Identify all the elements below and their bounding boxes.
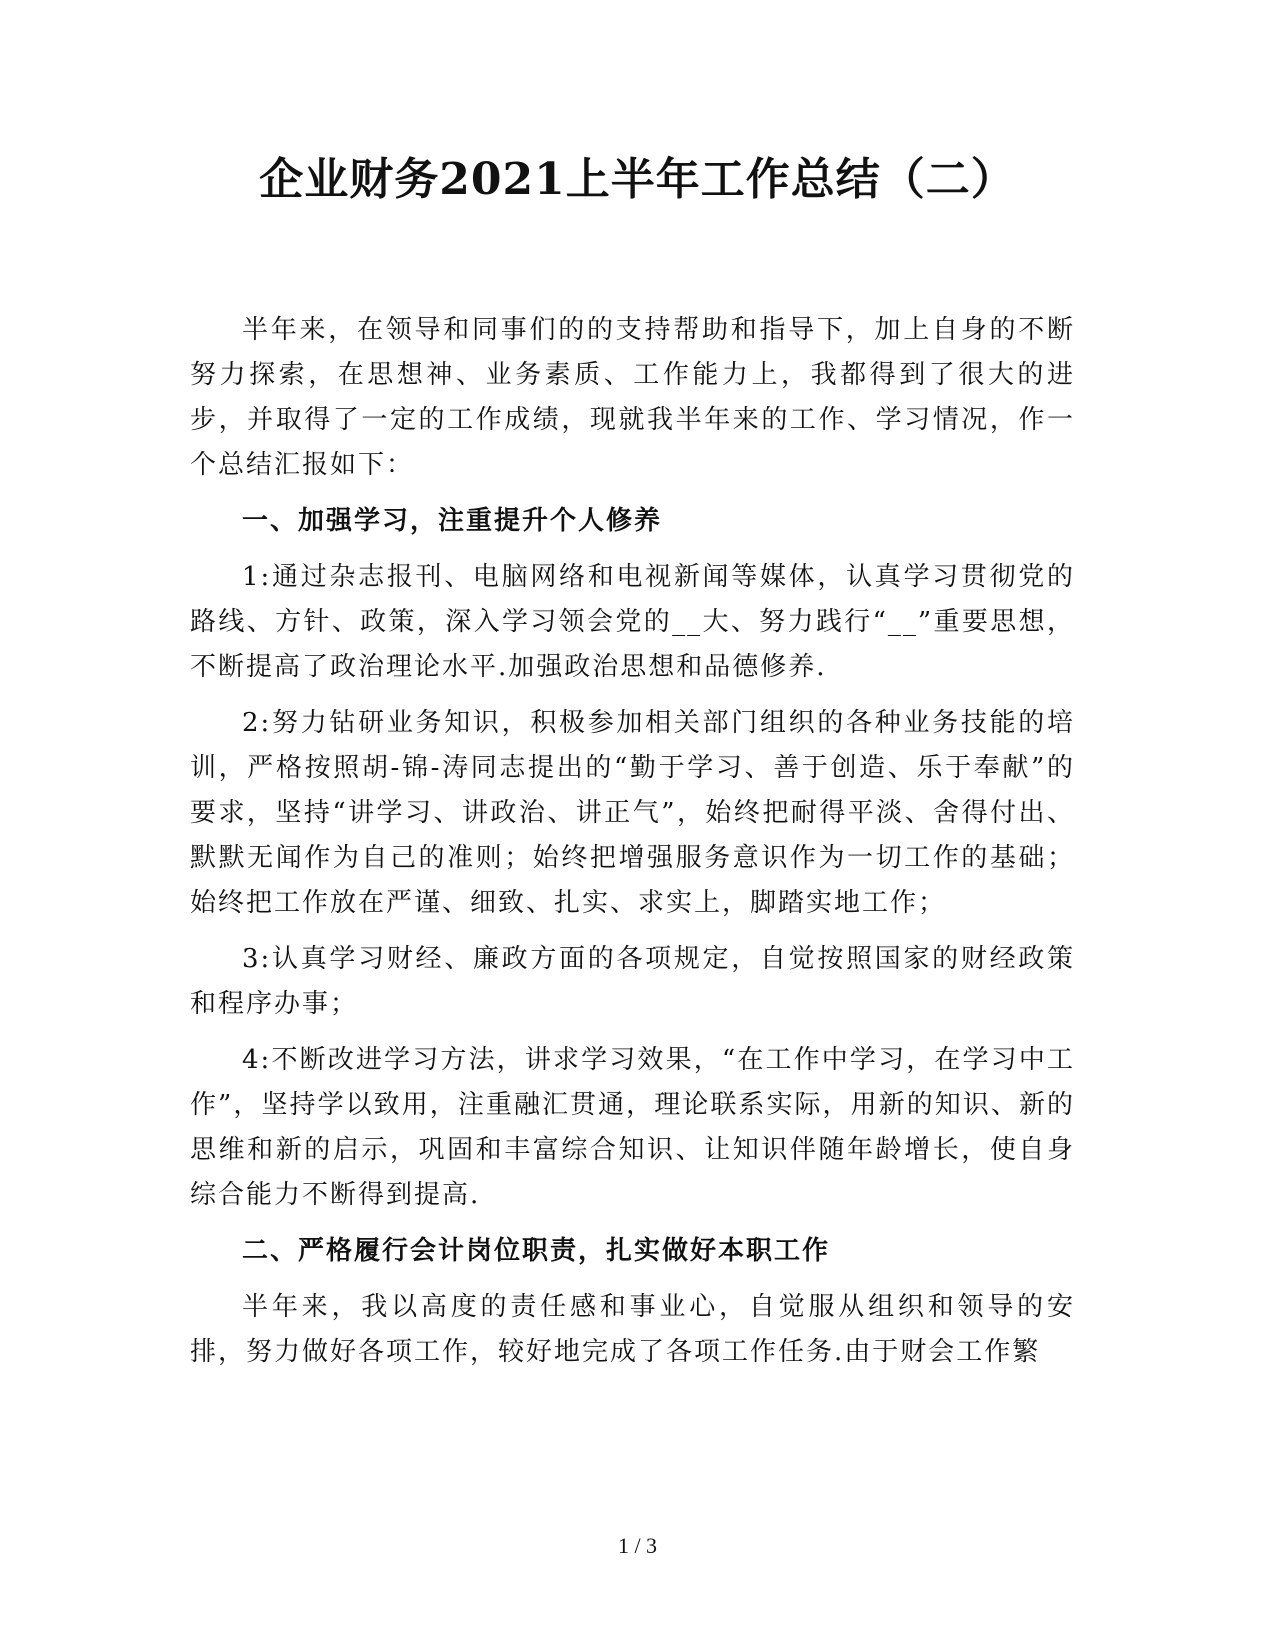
document-title: 企业财务2021上半年工作总结（二）	[259, 154, 1016, 205]
section2-paragraph: 半年来，我以高度的责任感和事业心，自觉服从组织和领导的安排，努力做好各项工作，较好地完成了各项工作任务.由于财会工作繁	[190, 1292, 1075, 1367]
section1-item-3: 3:认真学习财经、廉政方面的各项规定，自觉按照国家的财经政策和程序办事；	[190, 944, 1075, 1019]
intro-paragraph: 半年来，在领导和同事们的的支持帮助和指导下，加上自身的不断努力探索，在思想神、业务素质、工作能力上，我都得到了很大的进步，并取得了一定的工作成绩，现就我半年来的工作、学习情况，作一个总结汇报如下：	[190, 315, 1075, 480]
section-heading-2: 二、严格履行会计岗位职责，扎实做好本职工作	[242, 1236, 831, 1266]
document-body	[190, 308, 1075, 1386]
section1-item-2: 2:努力钻研业务知识，积极参加相关部门组织的各种业务技能的培训，严格按照胡-锦-涛同志提出的“勤于学习、善于创造、乐于奉献”的要求，坚持“讲学习、讲政治、讲正气”，始终把耐得平淡、舍得付出、默默无闻作为自己的准则；始终把增强服务意识作为一切工作的基础；始终把工作放在严谨、细致、扎实、求实上，脚踏实地工作；	[190, 708, 1075, 918]
page-number: 1 / 3	[617, 1533, 658, 1558]
section1-item-4: 4:不断改进学习方法，讲求学习效果，“在工作中学习，在学习中工作”，坚持学以致用，注重融汇贯通，理论联系实际，用新的知识、新的思维和新的启示，巩固和丰富综合知识、让知识伴随年龄增长，使自身综合能力不断得到提高.	[190, 1045, 1075, 1210]
section1-item-1: 1:通过杂志报刊、电脑网络和电视新闻等媒体，认真学习贯彻党的路线、方针、政策，深入学习领会党的__大、努力践行“__”重要思想，不断提高了政治理论水平.加强政治思想和品德修养.	[190, 562, 1075, 682]
section-heading-1: 一、加强学习，注重提升个人修养	[242, 506, 663, 536]
